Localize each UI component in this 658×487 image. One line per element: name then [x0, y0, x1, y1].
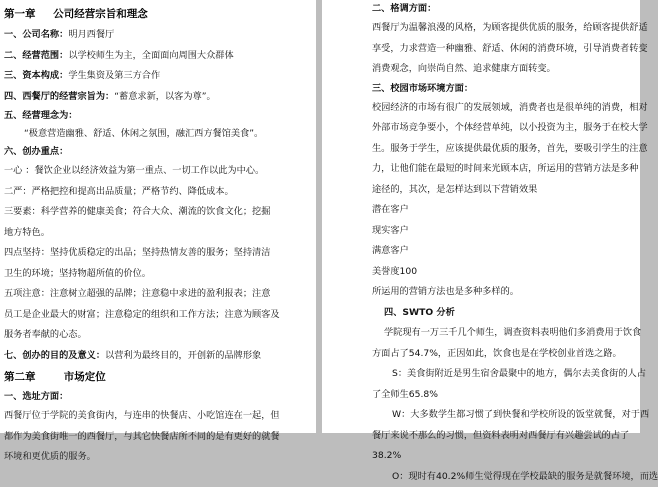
market-text-2: 外部市场竞争要小，个体经营单纯，以小投资为主，服务于在校大学	[372, 118, 634, 139]
market-text-4: 力，让他们能在最短的时间来光顾本店，所运用的营销方法是多种	[372, 159, 634, 180]
section-business-scope: 二、经营范围：以学校师生为主，全面面向周围大众群体	[4, 46, 310, 67]
swot-weakness-3: 38.2%	[372, 446, 634, 467]
location-text-3: 环境和更优质的服务。	[4, 447, 310, 468]
focus-three-cont: 地方特色。	[4, 223, 310, 244]
focus-three: 三要素：科学营养的健康美食；符合大众、潮流的饮食文化；挖掘	[4, 202, 310, 223]
market-text-3: 生。服务于学生，应该提供最优质的服务，首先，要吸引学生的注意	[372, 139, 634, 160]
swot-weakness-1: W：大多数学生都习惯了到快餐和学校所设的饭堂就餐，对于西	[372, 405, 634, 426]
section-swot: 四、SWTO 分析	[372, 303, 634, 324]
section-company-name: 一、公司名称：明月西餐厅	[4, 25, 310, 46]
customer-level-1: 潜在客户	[372, 200, 634, 221]
swot-text-1: 学院现有一万三千几个师生，调查资料表明他们多消费用于饮食	[372, 323, 634, 344]
customer-level-3: 满意客户	[372, 241, 634, 262]
swot-weakness-2: 餐厅来说不那么的习惯，但资料表明对西餐厅有兴趣尝试的占了	[372, 426, 634, 447]
focus-four: 四点坚持：坚持优质稳定的出品；坚持热情友善的服务；坚持清洁	[4, 243, 310, 264]
document-page-right	[322, 0, 640, 433]
section-campus-market: 三、校园市场环境方面：	[372, 80, 634, 98]
market-text-1: 校园经济的市场有很广的发展领域，消费者也是很单纯的消费，相对	[372, 98, 634, 119]
document-page-left	[0, 0, 316, 433]
focus-two: 二严：严格把控和提高出品质量；严格节约、降低成本。	[4, 182, 310, 203]
location-text-1: 西餐厅位于学院的美食街内，与连串的快餐店、小吃馆连在一起，但	[4, 406, 310, 427]
philosophy-text: “极意营造幽雅、舒适、休闲之氛围，融汇西方餐馆美食”。	[4, 125, 310, 143]
section-style: 二、格调方面：	[372, 0, 634, 18]
section-philosophy: 五、经营理念为：	[4, 107, 310, 125]
style-text-2: 享受，力求营造一种幽雅、舒适、休闲的消费环境，引导消费者转变	[372, 39, 634, 60]
section-location: 一、选址方面：	[4, 388, 310, 406]
focus-five-end: 服务者奉献的心态。	[4, 325, 310, 346]
focus-one: 一心 ：餐饮企业以经济效益为第一重点、一切工作以此为中心。	[4, 161, 310, 182]
section-purpose: 七、创办的目的及意义：以营利为最终目的，开创新的品牌形象	[4, 346, 310, 367]
customer-level-4: 美誉度100	[372, 262, 634, 283]
focus-five: 五项注意：注意树立超强的品牌；注意稳中求进的盈利报表；注意	[4, 284, 310, 305]
swot-text-2: 方面占了54.7%，正因如此，饮食也是在学校创业首选之路。	[372, 344, 634, 365]
chapter-title: 第一章 公司经营宗旨和理念	[4, 3, 310, 25]
market-text-6: 所运用的营销方法也是多种多样的。	[372, 282, 634, 303]
location-text-2: 都作为美食街唯一的西餐厅，与其它快餐店所不同的是有更好的就餐	[4, 427, 310, 448]
focus-four-cont: 卫生的环境；坚持物超所值的价位。	[4, 264, 310, 285]
market-text-5: 途径的，其次，是怎样达到以下营销效果	[372, 180, 634, 201]
swot-strength-2: 了全师生65.8%	[372, 385, 634, 406]
style-text-1: 西餐厅为温馨浪漫的风格，为顾客提供优质的服务，给顾客提供舒适	[372, 18, 634, 39]
section-tenet: 四、西餐厅的经营宗旨为：“蓄意求新，以客为尊”。	[4, 87, 310, 108]
style-text-3: 消费观念，向崇尚自然、追求健康方面转变。	[372, 59, 634, 80]
focus-five-cont: 员工是企业最大的财富；注意稳定的组织和工作方法；注意为顾客及	[4, 305, 310, 326]
swot-opportunity-1: O：现时有40.2%师生觉得现在学校最缺的服务是就餐环境，而选	[372, 467, 634, 487]
chapter-two-title: 第二章 市场定位	[4, 366, 310, 388]
section-capital: 三、资本构成：学生集资及第三方合作	[4, 66, 310, 87]
customer-level-2: 现实客户	[372, 221, 634, 242]
section-focus: 六、创办重点：	[4, 143, 310, 161]
swot-strength-1: S：美食街附近是男生宿舍最聚中的地方，偶尔去美食街的人占	[372, 364, 634, 385]
